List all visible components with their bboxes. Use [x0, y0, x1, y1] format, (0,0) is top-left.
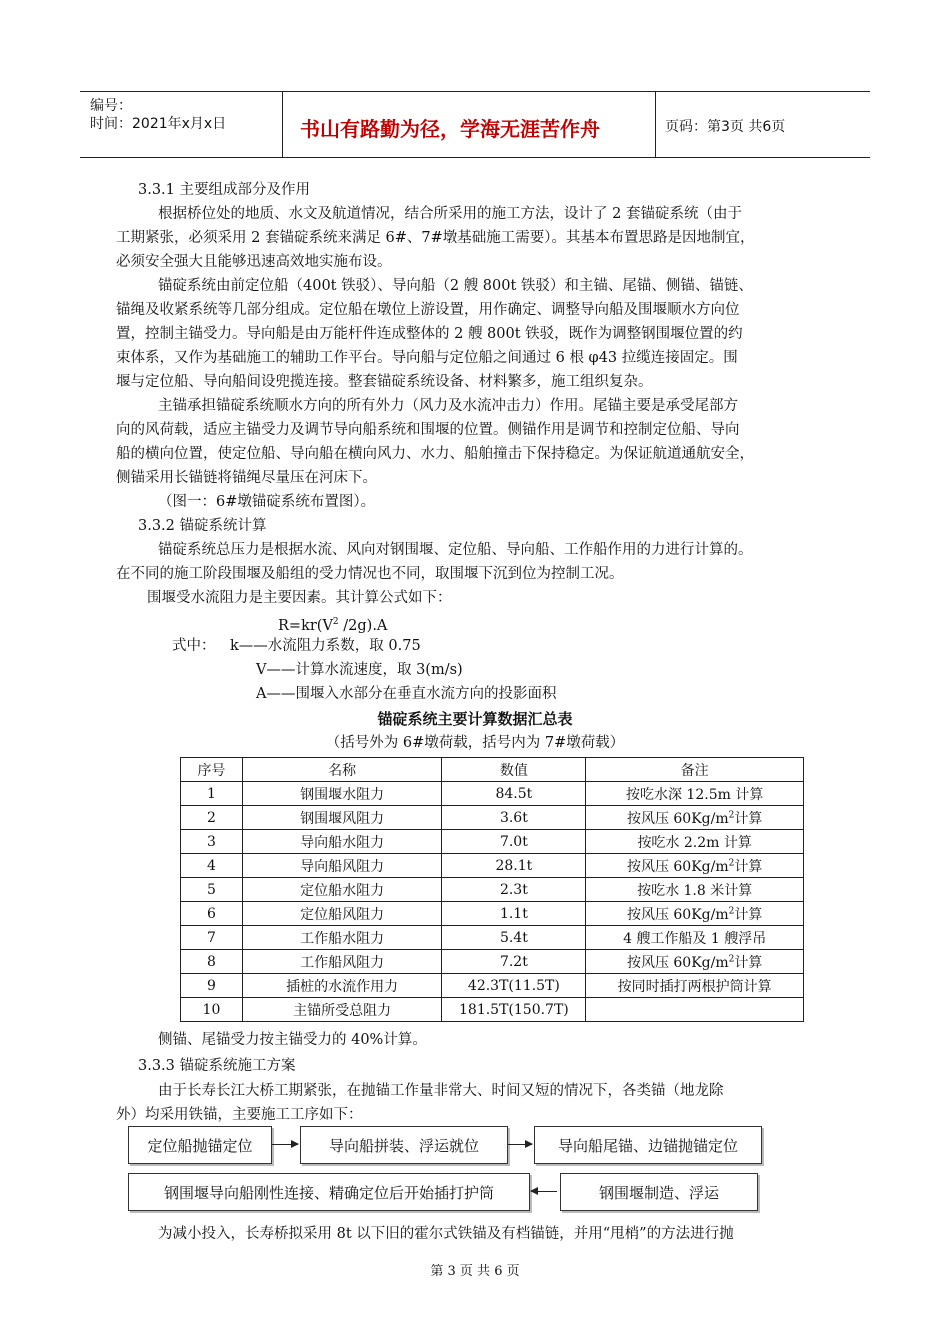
- paragraph-line: 束体系，又作为基础施工的辅助工作平台。导向船与定位船之间通过 6 根 φ43 拉缆连接固定。围: [116, 350, 738, 366]
- table-row: [181, 806, 804, 830]
- cell-note: [586, 950, 804, 974]
- table-subtitle: （括号外为 6#墩荷载，括号内为 7#墩荷载）: [325, 735, 625, 751]
- calculation-table: [180, 757, 804, 1022]
- cell-note-tail: 计算: [734, 858, 763, 875]
- section-title-333: 3.3.3 锚碇系统施工方案: [138, 1058, 296, 1074]
- serial-label: 编号：: [90, 98, 132, 114]
- cell-note-text: 按吃水 1.8 米计算: [637, 882, 753, 899]
- cell-note: [586, 878, 804, 902]
- col-header-no: 序号: [181, 758, 243, 782]
- section-title-332: 3.3.2 锚碇系统计算: [138, 518, 267, 534]
- cell-note: [586, 806, 804, 830]
- flow-arrow-1: [272, 1144, 298, 1145]
- cell-name: 钢围堰水阻力: [242, 782, 442, 806]
- cell-name: 插桩的水流作用力: [242, 974, 442, 998]
- cell-note-text: 按吃水 2.2m 计算: [637, 834, 752, 851]
- cell-no: 9: [181, 974, 243, 998]
- paragraph-line: 为减小投入，长寿桥拟采用 8t 以下旧的霍尔式铁锚及有档锚链，并用“甩梢”的方法进行抛: [158, 1226, 734, 1242]
- cell-note-text: 按风压 60Kg/m: [626, 906, 729, 923]
- table-row: [181, 998, 804, 1022]
- cell-no: 5: [181, 878, 243, 902]
- cell-name: 工作船风阻力: [242, 950, 442, 974]
- cell-note-sup: 2: [728, 857, 735, 868]
- cell-note-tail: 计算: [734, 906, 763, 923]
- cell-note-sup: 2: [728, 953, 735, 964]
- header-top-rule: [80, 91, 870, 92]
- cell-no: 8: [181, 950, 243, 974]
- cell-value: 181.5T(150.7T): [442, 998, 586, 1022]
- cell-note: [586, 854, 804, 878]
- cell-value: 1.1t: [442, 902, 586, 926]
- where-label: 式中：: [172, 638, 216, 654]
- cell-note-tail: 计算: [734, 954, 763, 971]
- cell-note-sup: 2: [728, 809, 735, 820]
- col-header-value: 数值: [442, 758, 586, 782]
- paragraph-line: 向的风荷载，适应主锚受力及调节导向船系统和围堰的位置。侧锚作用是调节和控制定位船、导向: [116, 422, 740, 438]
- flow-arrow-3: [531, 1191, 557, 1192]
- page-code: 页码：第3页 共6页: [665, 119, 786, 135]
- where-k: k——水流阻力系数，取 0.75: [230, 638, 421, 654]
- cell-no: 6: [181, 902, 243, 926]
- cell-note: [586, 926, 804, 950]
- table-title: 锚碇系统主要计算数据汇总表: [377, 710, 573, 728]
- cell-value: 2.3t: [442, 878, 586, 902]
- cell-note-sup: 2: [728, 905, 735, 916]
- cell-note: [586, 782, 804, 806]
- formula-part-b: /2g).A: [338, 617, 388, 634]
- cell-value: 42.3T(11.5T): [442, 974, 586, 998]
- paragraph-line: 必须安全强大且能够迅速高效地实施布设。: [116, 254, 392, 270]
- paragraph-line: 锚碇系统由前定位船（400t 铁驳）、导向船（2 艘 800t 铁驳）和主锚、尾锚、侧锚、锚链、: [158, 278, 753, 294]
- table-row: [181, 902, 804, 926]
- cell-value: 28.1t: [442, 854, 586, 878]
- paragraph-line: 锚绳及收紧系统等几部分组成。定位船在墩位上游设置，用作确定、调整导向船及围堰顺水方向位: [116, 302, 740, 318]
- paragraph-line: 锚碇系统总压力是根据水流、风向对钢围堰、定位船、导向船、工作船作用的力进行计算的。: [158, 542, 753, 558]
- paragraph-line: 围堰受水流阻力是主要因素。其计算公式如下：: [147, 590, 452, 606]
- page-footer: 第 3 页 共 6 页: [430, 1264, 520, 1279]
- cell-note: [586, 974, 804, 998]
- paragraph-line: 工期紧张，必须采用 2 套锚碇系统来满足 6#、7#墩基础施工需要）。其基本布置思路是因地制宜，: [116, 230, 755, 246]
- cell-no: 7: [181, 926, 243, 950]
- formula-part-a: R=kr(V: [278, 617, 333, 634]
- paragraph-line: 根据桥位处的地质、水文及航道情况，结合所采用的施工方法，设计了 2 套锚碇系统（由于: [158, 206, 742, 222]
- cell-note-text: 按吃水深 12.5m 计算: [625, 786, 764, 803]
- header-motto: 书山有路勤为径，学海无涯苦作舟: [300, 117, 600, 141]
- paragraph-line: 由于长寿长江大桥工期紧张，在抛锚工作量非常大、时间又短的情况下，各类锚（地龙除: [158, 1083, 724, 1099]
- cell-value: 3.6t: [442, 806, 586, 830]
- after-table-note: 侧锚、尾锚受力按主锚受力的 40%计算。: [158, 1032, 427, 1048]
- formula-exponent: 2: [332, 617, 339, 627]
- paragraph-line: 堰与定位船、导向船间设兜揽连接。整套锚碇系统设备、材料繁多，施工组织复杂。: [116, 374, 653, 390]
- cell-note-tail: 计算: [734, 810, 763, 827]
- where-a: A——围堰入水部分在垂直水流方向的投影面积: [256, 686, 557, 702]
- where-v: V——计算水流速度，取 3(m/s): [256, 662, 463, 678]
- cell-value: 84.5t: [442, 782, 586, 806]
- cell-note: [586, 830, 804, 854]
- flow-step-4: 钢围堰制造、浮运: [560, 1173, 758, 1211]
- cell-no: 3: [181, 830, 243, 854]
- cell-no: 1: [181, 782, 243, 806]
- cell-note: [586, 902, 804, 926]
- cell-no: 10: [181, 998, 243, 1022]
- cell-note-text: 按风压 60Kg/m: [626, 810, 729, 827]
- header-bottom-rule: [80, 157, 870, 158]
- table-row: [181, 926, 804, 950]
- col-header-name: 名称: [242, 758, 442, 782]
- paragraph-line: 侧锚采用长锚链将锚绳尽量压在河床下。: [116, 470, 377, 486]
- cell-value: 5.4t: [442, 926, 586, 950]
- col-header-note: 备注: [586, 758, 804, 782]
- cell-note-text: 按风压 60Kg/m: [626, 858, 729, 875]
- cell-no: 2: [181, 806, 243, 830]
- cell-name: 导向船水阻力: [242, 830, 442, 854]
- flow-step-5: 钢围堰导向船刚性连接、精确定位后开始插打护筒: [128, 1173, 530, 1211]
- cell-value: 7.2t: [442, 950, 586, 974]
- table-row: [181, 830, 804, 854]
- cell-note-text: 4 艘工作船及 1 艘浮吊: [623, 930, 767, 947]
- paragraph-line: 船的横向位置，使定位船、导向船在横向风力、水力、船舶撞击下保持稳定。为保证航道通航安全，: [116, 446, 754, 462]
- cell-name: 主锚所受总阻力: [242, 998, 442, 1022]
- cell-note-text: 按风压 60Kg/m: [626, 954, 729, 971]
- cell-name: 钢围堰风阻力: [242, 806, 442, 830]
- table-row: [181, 782, 804, 806]
- cell-name: 定位船风阻力: [242, 902, 442, 926]
- cell-note-text: 按同时插打两根护筒计算: [617, 978, 772, 995]
- table-row: [181, 950, 804, 974]
- table-row: [181, 854, 804, 878]
- flow-step-2: 导向船拼装、浮运就位: [300, 1126, 508, 1164]
- time-label: 时间：2021年x月x日: [90, 116, 227, 132]
- table-row: [181, 878, 804, 902]
- table-header-row: [181, 758, 804, 782]
- figure-reference: （图一：6#墩锚碇系统布置图）。: [158, 494, 376, 510]
- flow-step-3: 导向船尾锚、边锚抛锚定位: [534, 1126, 762, 1164]
- header-divider-right: [655, 91, 656, 157]
- flow-step-1: 定位船抛锚定位: [128, 1126, 272, 1164]
- cell-value: 7.0t: [442, 830, 586, 854]
- paragraph-line: 在不同的施工阶段围堰及船组的受力情况也不同，取围堰下沉到位为控制工况。: [116, 566, 624, 582]
- paragraph-line: 置，控制主锚受力。导向船是由万能杆件连成整体的 2 艘 800t 铁驳，既作为调整钢围堰位置的约: [116, 326, 743, 342]
- flow-arrow-2: [508, 1144, 532, 1145]
- cell-name: 导向船风阻力: [242, 854, 442, 878]
- section-title-331: 3.3.1 主要组成部分及作用: [138, 182, 311, 198]
- paragraph-line: 主锚承担锚碇系统顺水方向的所有外力（风力及水流冲击力）作用。尾锚主要是承受尾部方: [158, 398, 738, 414]
- table-row: [181, 974, 804, 998]
- cell-name: 工作船水阻力: [242, 926, 442, 950]
- cell-name: 定位船水阻力: [242, 878, 442, 902]
- cell-note: [586, 998, 804, 1022]
- paragraph-line: 外）均采用铁锚，主要施工工序如下：: [116, 1107, 363, 1123]
- cell-no: 4: [181, 854, 243, 878]
- header-divider-left: [282, 91, 283, 157]
